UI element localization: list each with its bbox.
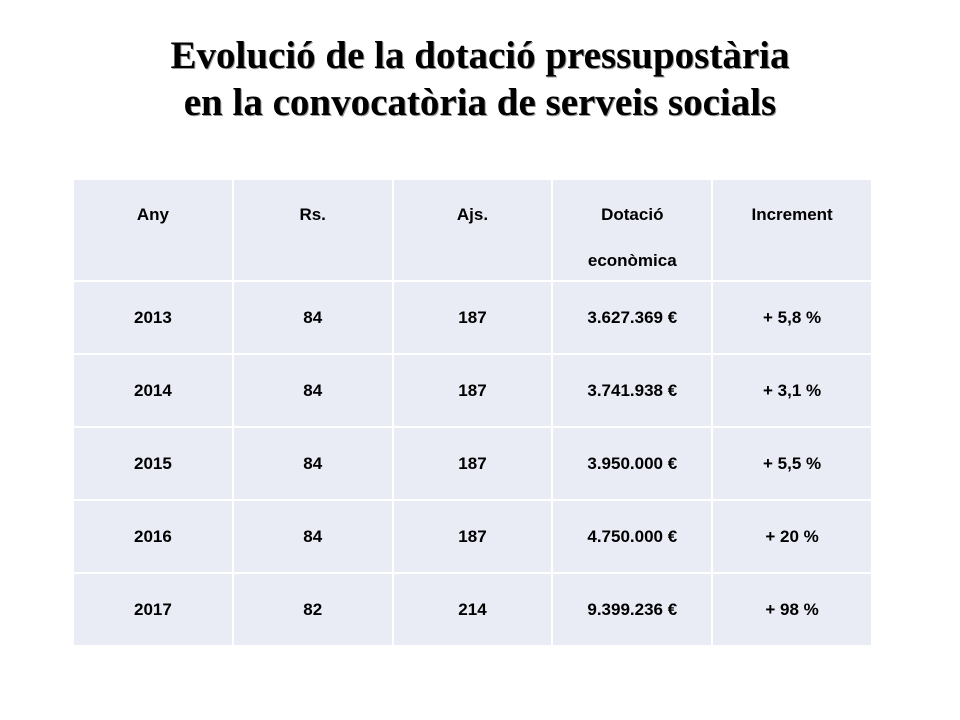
cell-dotacio: 3.950.000 € — [552, 427, 712, 500]
cell-dotacio: 3.627.369 € — [552, 281, 712, 354]
title-line-2: en la convocatòria de serveis socials — [183, 81, 777, 124]
cell-any: 2014 — [73, 354, 233, 427]
table-row — [73, 573, 872, 646]
cell-rs: 84 — [233, 427, 393, 500]
cell-ajs: 214 — [393, 573, 553, 646]
header-dotacio — [552, 179, 712, 281]
cell-dotacio: 9.399.236 € — [552, 573, 712, 646]
cell-increment: + 98 % — [712, 573, 872, 646]
cell-dotacio: 3.741.938 € — [552, 354, 712, 427]
slide-title — [0, 32, 960, 126]
cell-any: 2016 — [73, 500, 233, 573]
cell-rs: 82 — [233, 573, 393, 646]
header-dotacio-line2: econòmica — [587, 251, 677, 270]
table-row — [73, 500, 872, 573]
cell-ajs: 187 — [393, 427, 553, 500]
cell-dotacio: 4.750.000 € — [552, 500, 712, 573]
cell-ajs: 187 — [393, 281, 553, 354]
cell-increment: + 5,5 % — [712, 427, 872, 500]
header-any: Any — [73, 179, 233, 281]
table-row — [73, 427, 872, 500]
cell-rs: 84 — [233, 354, 393, 427]
title-line-1: Evolució de la dotació pressupostària — [170, 34, 790, 77]
header-ajs: Ajs. — [393, 179, 553, 281]
cell-any: 2013 — [73, 281, 233, 354]
cell-increment: + 5,8 % — [712, 281, 872, 354]
cell-ajs: 187 — [393, 500, 553, 573]
cell-any: 2017 — [73, 573, 233, 646]
cell-any: 2015 — [73, 427, 233, 500]
cell-increment: + 20 % — [712, 500, 872, 573]
table-row — [73, 281, 872, 354]
cell-rs: 84 — [233, 281, 393, 354]
header-rs: Rs. — [233, 179, 393, 281]
header-row — [73, 179, 872, 281]
table-row — [73, 354, 872, 427]
cell-increment: + 3,1 % — [712, 354, 872, 427]
header-increment: Increment — [712, 179, 872, 281]
cell-rs: 84 — [233, 500, 393, 573]
cell-ajs: 187 — [393, 354, 553, 427]
budget-table — [72, 178, 873, 647]
header-dotacio-line1: Dotació — [601, 205, 664, 224]
